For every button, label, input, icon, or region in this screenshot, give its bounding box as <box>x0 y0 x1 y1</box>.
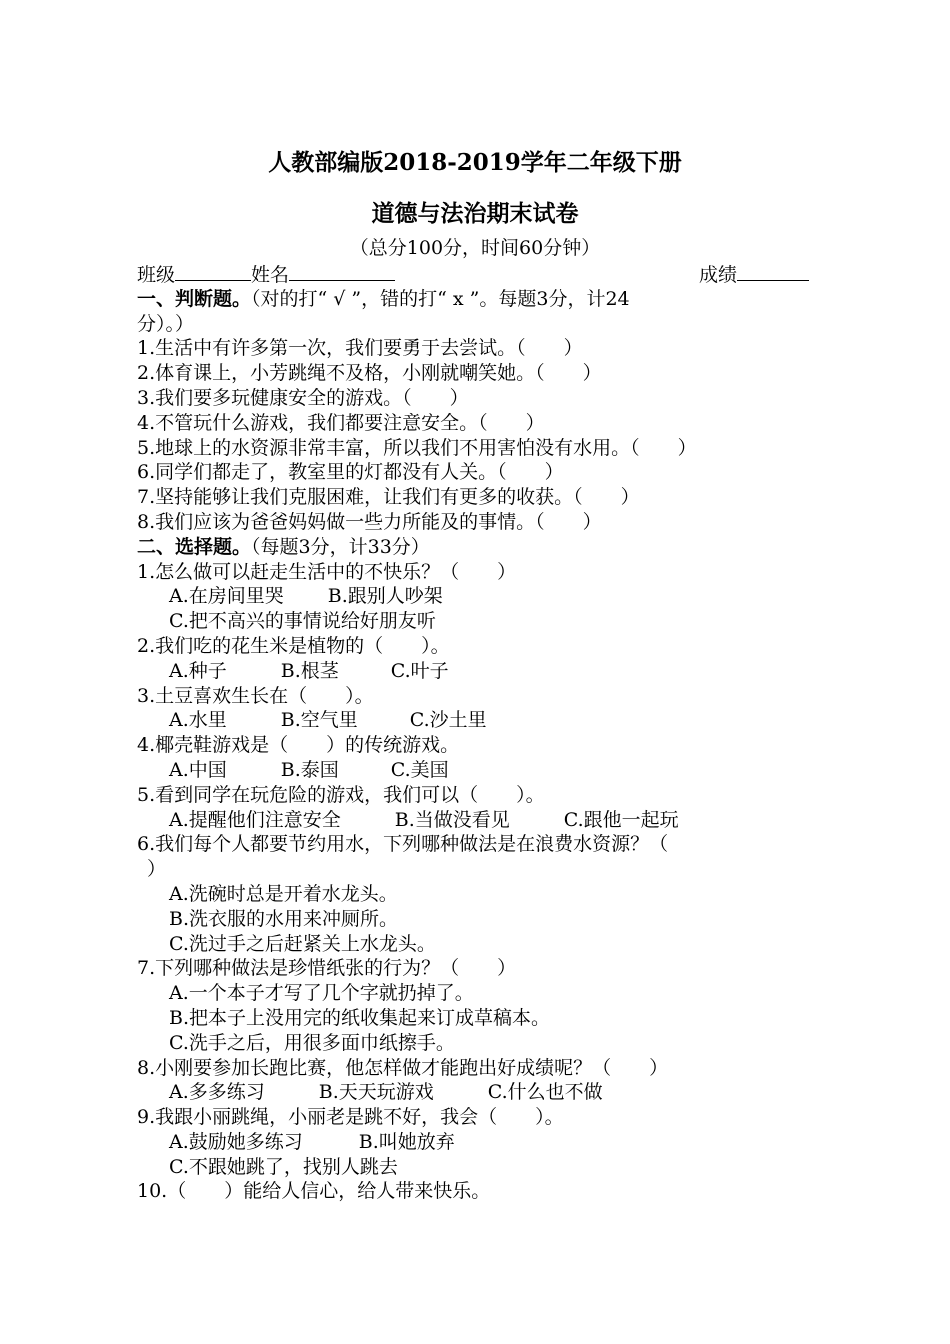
exam-title-line2: 道德与法治期末试卷 <box>371 200 579 227</box>
class-blank[interactable] <box>175 262 251 281</box>
class-name-fields <box>137 262 395 287</box>
mc-q2-stem: 2.我们吃的花生米是植物的（ ）。 <box>137 634 450 657</box>
mc-q1-option-b: B.跟别人吵架 <box>327 585 443 608</box>
mc-q6-stem-cont: ） <box>147 858 167 881</box>
section1-heading: 一、判断题。 <box>137 287 252 310</box>
mc-q9-option-b: B.叫她放弃 <box>358 1130 455 1153</box>
score-label: 成绩 <box>698 264 737 286</box>
mc-q6-option-c: C.洗过手之后赶紧关上水龙头。 <box>169 932 436 955</box>
mc-q4-stem: 4.椰壳鞋游戏是（ ）的传统游戏。 <box>137 734 460 757</box>
mc-q8-option-c: C.什么也不做 <box>487 1081 603 1104</box>
tf-item-8: 8.我们应该为爸爸妈妈做一些力所能及的事情。（ ） <box>137 510 602 533</box>
mc-q9-option-a: A.鼓励她多练习 <box>169 1130 303 1153</box>
tf-item-3: 3.我们要多玩健康安全的游戏。（ ） <box>137 386 469 409</box>
mc-q2-options <box>137 659 817 684</box>
mc-q1-option-a: A.在房间里哭 <box>169 585 284 608</box>
mc-q1-option-c: C.把不高兴的事情说给好朋友听 <box>169 610 436 633</box>
mc-q2-option-b: B.根茎 <box>280 659 339 682</box>
mc-q4-option-a: A.中国 <box>169 758 227 781</box>
mc-q7-option-c: C.洗手之后，用很多面巾纸擦手。 <box>169 1031 455 1054</box>
mc-q8-stem: 8.小刚要参加长跑比赛，他怎样做才能跑出好成绩呢？（ ） <box>137 1056 669 1079</box>
name-blank[interactable] <box>289 262 395 281</box>
mc-q6-option-a: A.洗碗时总是开着水龙头。 <box>169 882 398 905</box>
section2-heading: 二、选择题。 <box>137 535 252 558</box>
mc-q8-option-a: A.多多练习 <box>169 1081 265 1104</box>
mc-q4-options <box>137 758 817 783</box>
tf-item-5: 5.地球上的水资源非常丰富，所以我们不用害怕没有水用。（ ） <box>137 436 697 459</box>
exam-subtitle: （总分100分，时间60分钟） <box>349 237 601 259</box>
mc-q8-options <box>137 1080 817 1105</box>
name-label: 姓名 <box>251 264 290 286</box>
mc-q2-option-c: C.叶子 <box>390 659 449 682</box>
mc-q5-option-c: C.跟他一起玩 <box>563 808 679 831</box>
mc-q5-option-a: A.提醒他们注意安全 <box>169 808 341 831</box>
section2-instruction: （每题3分，计33分） <box>251 535 430 558</box>
mc-q5-stem: 5.看到同学在玩危险的游戏，我们可以（ ）。 <box>137 783 545 806</box>
mc-q6-stem: 6.我们每个人都要节约用水，下列哪种做法是在浪费水资源？（ <box>137 833 669 856</box>
exam-content <box>137 262 817 1204</box>
mc-q7-stem: 7.下列哪种做法是珍惜纸张的行为？（ ） <box>137 957 517 980</box>
section2-heading-row <box>137 535 817 560</box>
score-field <box>699 262 809 287</box>
tf-item-2: 2.体育课上，小芳跳绳不及格，小刚就嘲笑她。（ ） <box>137 362 602 385</box>
mc-q7-option-b: B.把本子上没用完的纸收集起来订成草稿本。 <box>169 1006 551 1029</box>
mc-q1-options-ab <box>137 584 817 609</box>
mc-q3-option-b: B.空气里 <box>280 709 358 732</box>
mc-q2-option-a: A.种子 <box>169 659 227 682</box>
class-label: 班级 <box>137 264 176 286</box>
mc-q3-options <box>137 708 817 733</box>
section1-instruction-cont: 分）。） <box>137 312 195 335</box>
mc-q8-option-b: B.天天玩游戏 <box>318 1081 434 1104</box>
mc-q4-option-b: B.泰国 <box>280 758 339 781</box>
tf-item-4: 4.不管玩什么游戏，我们都要注意安全。（ ） <box>137 411 545 434</box>
mc-q9-option-c: C.不跟她跳了，找别人跳去 <box>169 1155 398 1178</box>
student-info-row <box>137 262 809 287</box>
section1-instruction: （对的打“ √ ”，错的打“ x ”。每题3分，计24 <box>251 287 630 310</box>
section1-heading-row <box>137 287 817 312</box>
mc-q9-stem: 9.我跟小丽跳绳，小丽老是跳不好，我会（ ）。 <box>137 1106 564 1129</box>
mc-q4-option-c: C.美国 <box>390 758 449 781</box>
score-blank[interactable] <box>737 262 809 281</box>
mc-q5-option-b: B.当做没看见 <box>394 808 510 831</box>
tf-item-1: 1.生活中有许多第一次，我们要勇于去尝试。（ ） <box>137 337 583 360</box>
mc-q1-stem: 1.怎么做可以赶走生活中的不快乐？（ ） <box>137 560 517 583</box>
mc-q3-option-a: A.水里 <box>169 709 227 732</box>
mc-q3-stem: 3.土豆喜欢生长在（ ）。 <box>137 684 374 707</box>
exam-title-line1: 人教部编版2018-2019学年二年级下册 <box>268 149 682 176</box>
mc-q7-option-a: A.一个本子才写了几个字就扔掉了。 <box>169 982 474 1005</box>
mc-q5-options <box>137 808 817 833</box>
tf-item-6: 6.同学们都走了，教室里的灯都没有人关。（ ） <box>137 461 564 484</box>
tf-item-7: 7.坚持能够让我们克服困难，让我们有更多的收获。（ ） <box>137 486 640 509</box>
mc-q6-option-b: B.洗衣服的水用来冲厕所。 <box>169 907 399 930</box>
mc-q10-stem: 10.（ ）能给人信心，给人带来快乐。 <box>137 1180 491 1203</box>
mc-q9-options-ab <box>137 1130 817 1155</box>
mc-q3-option-c: C.沙土里 <box>409 709 487 732</box>
